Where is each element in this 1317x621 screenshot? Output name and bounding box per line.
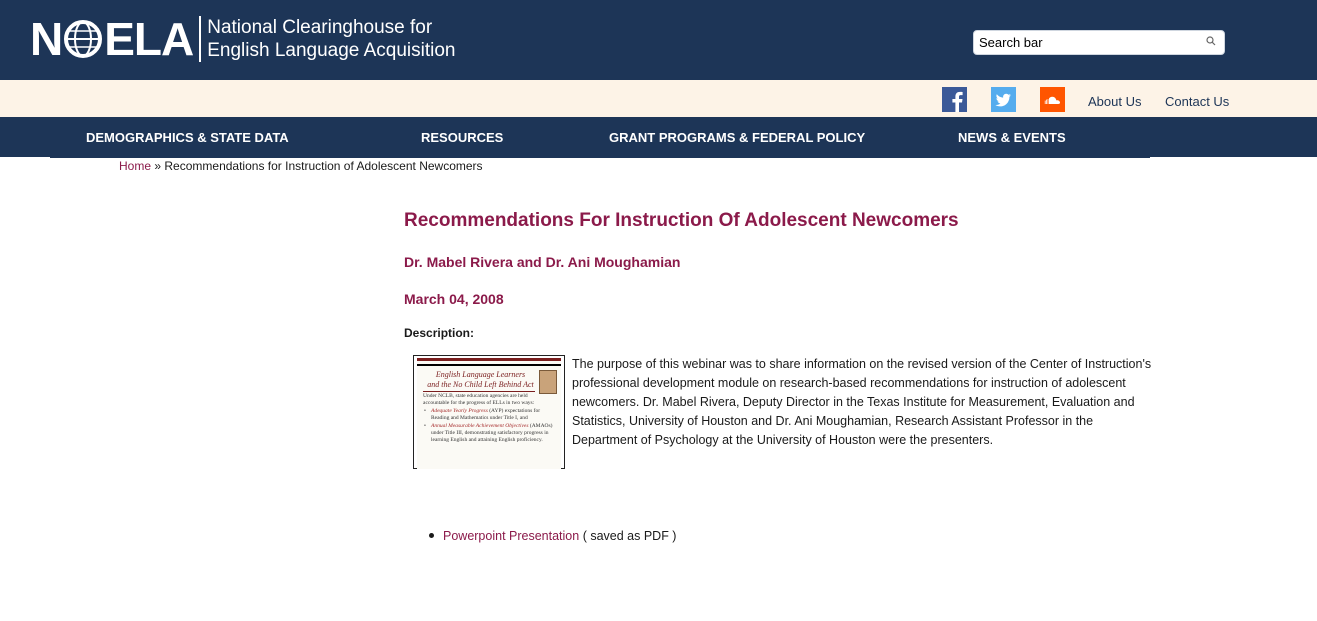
site-header	[0, 0, 1317, 80]
resource-list-item	[429, 529, 676, 543]
slide-preview	[417, 358, 561, 469]
page-title: Recommendations For Instruction Of Adolescent Newcomers	[404, 210, 959, 231]
article-description: The purpose of this webinar was to share information on the revised version of the Center of Instruction's professional development module on research-based recommendations for instruction of adolescent newcomers. Dr. Mabel Rivera, Deputy Director in the Texas Institute for Measurement, Evaluation and Statistics, University of Houston and Dr. Ani Moughamian, Research Assistant Professor in the Department of Psychology at the University of Houston were the presenters.	[572, 357, 1152, 447]
logo-divider	[199, 16, 201, 62]
slide-bullet-2-term: Annual Measurable Achievement Objectives	[431, 423, 529, 430]
org-name-line1: National Clearinghouse for	[207, 17, 433, 38]
site-logo[interactable]	[30, 14, 455, 64]
breadcrumb	[119, 159, 483, 173]
soundcloud-icon[interactable]	[1040, 87, 1065, 112]
article-date: March 04, 2008	[404, 291, 504, 307]
breadcrumb-separator: »	[154, 159, 162, 173]
facebook-icon[interactable]	[942, 87, 967, 112]
nav-resources[interactable]: RESOURCES	[421, 130, 504, 145]
nav-demographics[interactable]: DEMOGRAPHICS & STATE DATA	[86, 130, 289, 145]
logo-wordmark: N ELA	[30, 13, 194, 65]
search-icon[interactable]	[1206, 36, 1216, 46]
about-us-link[interactable]: About Us	[1088, 94, 1142, 109]
slide-bullet-2-text: (AMAOs) under Title III, demonstrating satisfactory progress in learning English and attaining English proficiency.	[431, 423, 553, 443]
breadcrumb-current: Recommendations for Instruction of Adolescent Newcomers	[164, 159, 483, 173]
org-name-line2: English Language Acquisition	[207, 40, 456, 61]
nav-divider	[50, 157, 1150, 158]
slide-intro: Under NCLB, state education agencies are held accountable for the progress of ELLs in two ways:	[423, 393, 535, 406]
powerpoint-link[interactable]: Powerpoint Presentation	[443, 529, 580, 543]
slide-title	[423, 370, 538, 390]
slide-bullet-1-term: Adequate Yearly Progress	[431, 408, 488, 415]
slide-band	[417, 364, 561, 366]
article-authors: Dr. Mabel Rivera and Dr. Ani Moughamian	[404, 254, 681, 270]
description-label: Description:	[404, 326, 475, 340]
slide-photo	[539, 370, 557, 394]
contact-us-link[interactable]: Contact Us	[1165, 94, 1230, 109]
slide-title-line2: and the No Child Left Behind Act	[427, 380, 534, 389]
slide-bullet-1	[423, 408, 555, 421]
presentation-thumbnail	[413, 355, 565, 469]
slide-title-line1: English Language Learners	[435, 370, 526, 379]
slide-bullet-2	[423, 423, 555, 443]
org-name	[207, 16, 455, 62]
globe-icon	[63, 19, 103, 59]
breadcrumb-home[interactable]: Home	[119, 159, 152, 173]
nav-news-events[interactable]: NEWS & EVENTS	[958, 130, 1066, 145]
resource-note: ( saved as PDF )	[582, 529, 677, 543]
slide-bullet-1-text: (AYP) expectations for Reading and Mathematics under Title I, and	[431, 408, 541, 421]
twitter-icon[interactable]	[991, 87, 1016, 112]
slide-rule	[423, 391, 535, 392]
slide-body	[423, 393, 555, 443]
nav-grant-programs[interactable]: GRANT PROGRAMS & FEDERAL POLICY	[609, 130, 866, 145]
list-bullet	[429, 533, 434, 538]
search-input[interactable]	[974, 31, 1199, 54]
search-box	[973, 30, 1225, 55]
